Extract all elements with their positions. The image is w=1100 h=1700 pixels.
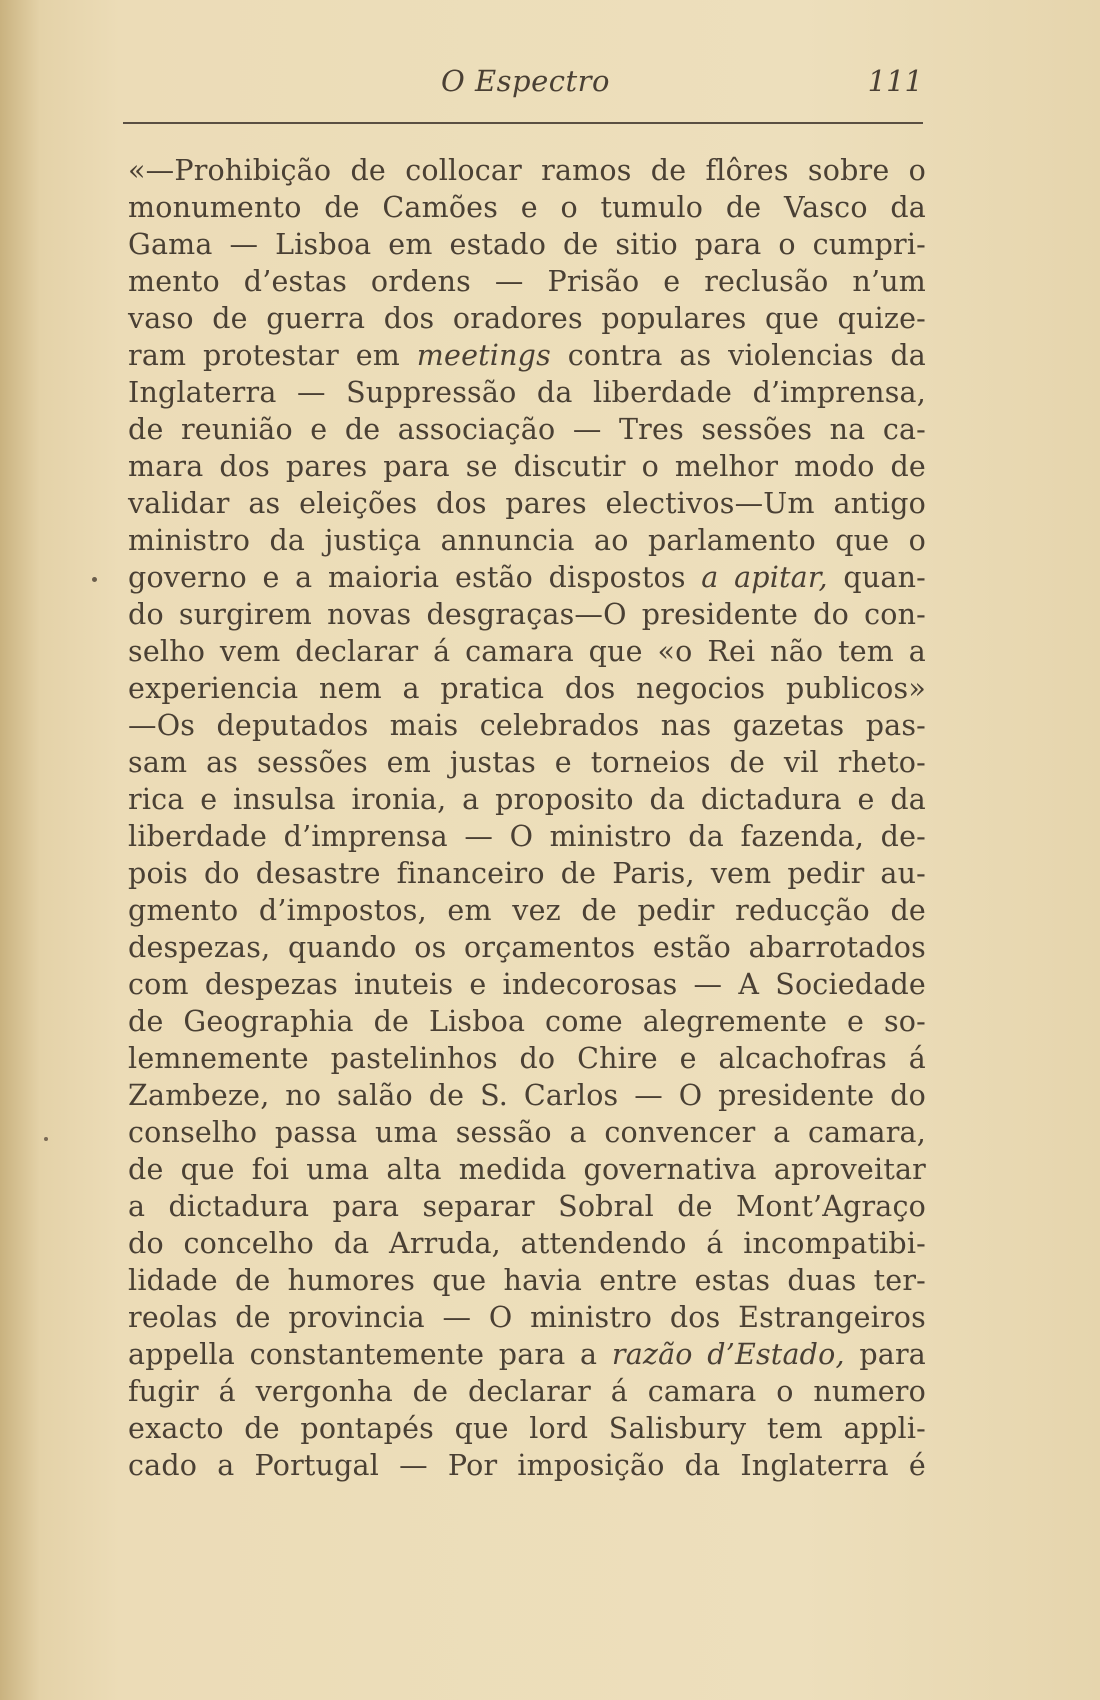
text-line: gmento d’impostos, em vez de pedir reducção de — [128, 894, 926, 927]
text-line: de reunião e de associação — Tres sessões na ca- — [128, 413, 926, 446]
body-text — [128, 152, 926, 1484]
text-line: validar as eleições dos pares electivos—Um antigo — [128, 487, 926, 520]
text-line: experiencia nem a pratica dos negocios publicos» — [128, 672, 926, 705]
text-line: mento d’estas ordens — Prisão e reclusão n’um — [128, 265, 926, 298]
text-line — [128, 1336, 926, 1373]
text-line: despezas, quando os orçamentos estão abarrotados — [128, 931, 926, 964]
text-line: a dictadura para separar Sobral de Mont’Agraço — [128, 1190, 926, 1223]
italic-phrase: razão d’Estado, — [611, 1338, 845, 1371]
text-run: appella constantemente para a — [128, 1338, 612, 1371]
text-run: contra as violencias da — [550, 339, 926, 372]
text-line: ministro da justiça annuncia ao parlamento que o — [128, 524, 926, 557]
text-line: fugir á vergonha de declarar á camara o numero — [128, 1375, 926, 1408]
text-run: governo e a maioria estão dispostos — [128, 561, 702, 594]
text-line: lidade de humores que havia entre estas duas ter- — [128, 1264, 926, 1297]
text-line: com despezas inuteis e indecorosas — A Sociedade — [128, 968, 926, 1001]
text-line: «—Prohibição de collocar ramos de flôres sobre o — [128, 154, 926, 187]
text-line: exacto de pontapés que lord Salisbury tem appli- — [128, 1412, 926, 1445]
page-number: 111 — [867, 64, 923, 98]
text-line: conselho passa uma sessão a convencer a camara, — [128, 1116, 926, 1149]
text-line: sam as sessões em justas e torneios de vil rheto- — [128, 746, 926, 779]
margin-mark — [92, 577, 97, 582]
text-line: reolas de provincia — O ministro dos Estrangeiros — [128, 1301, 926, 1334]
text-line: Gama — Lisboa em estado de sitio para o cumpri- — [128, 228, 926, 261]
margin-mark — [44, 1137, 48, 1141]
text-line: rica e insulsa ironia, a proposito da dictadura e da — [128, 783, 926, 816]
italic-phrase: meetings — [416, 339, 551, 372]
italic-phrase: a apitar, — [701, 561, 828, 594]
text-line: mara dos pares para se discutir o melhor modo de — [128, 450, 926, 483]
text-line: monumento de Camões e o tumulo de Vasco da — [128, 191, 926, 224]
page-header — [128, 60, 923, 110]
text-line: de Geographia de Lisboa come alegremente e so- — [128, 1005, 926, 1038]
text-line — [128, 559, 926, 596]
text-run: ram protestar em — [128, 339, 417, 372]
text-line: —Os deputados mais celebrados nas gazetas pas- — [128, 709, 926, 742]
text-line: Inglaterra — Suppressão da liberdade d’imprensa, — [128, 376, 926, 409]
text-line: do surgirem novas desgraças—O presidente do con- — [128, 598, 926, 631]
text-line: lemnemente pastelinhos do Chire e alcachofras á — [128, 1042, 926, 1075]
text-run: para — [844, 1338, 926, 1371]
text-line: do concelho da Arruda, attendendo á incompatibi- — [128, 1227, 926, 1260]
text-line: de que foi uma alta medida governativa aproveitar — [128, 1153, 926, 1186]
text-line: selho vem declarar á camara que «o Rei não tem a — [128, 635, 926, 668]
header-rule — [123, 122, 923, 124]
text-line: pois do desastre financeiro de Paris, vem pedir au- — [128, 857, 926, 890]
text-line: vaso de guerra dos oradores populares que quize- — [128, 302, 926, 335]
text-line: cado a Portugal — Por imposição da Inglaterra é — [128, 1449, 926, 1482]
running-title: O Espectro — [441, 64, 610, 98]
text-line: liberdade d’imprensa — O ministro da fazenda, de- — [128, 820, 926, 853]
text-line — [128, 337, 926, 374]
text-line: Zambeze, no salão de S. Carlos — O presidente do — [128, 1079, 926, 1112]
text-run: quan- — [827, 561, 926, 594]
